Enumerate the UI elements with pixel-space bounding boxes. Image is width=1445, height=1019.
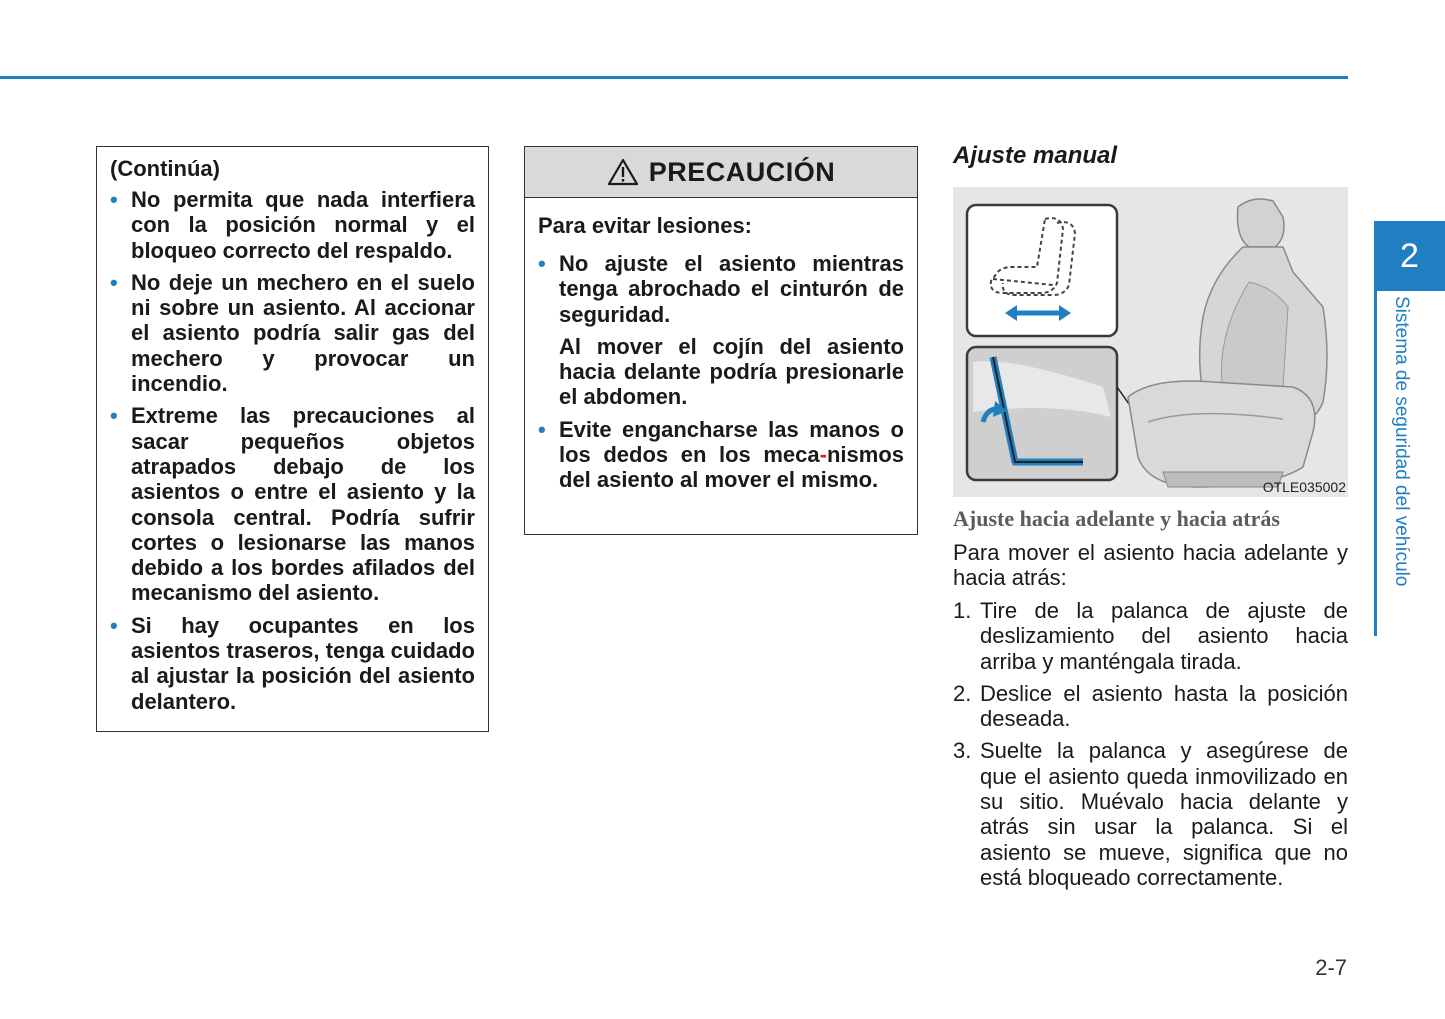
list-item: 1. Tire de la palanca de ajuste de deslizamiento del asiento hacia arriba y manténgala tirada. [953,598,1348,674]
bullet-icon: • [110,403,118,429]
list-item: • Extreme las precauciones al sacar pequeños objetos atrapados debajo de los asientos o entre el asiento y la consola central. Podría sufrir cortes o lesionarse las manos debido a los bordes afilados del mecanismo del asiento. [110,403,475,606]
warning-list [110,187,475,721]
caution-box [524,146,918,535]
seat-illustration [953,187,1348,497]
intro-paragraph: Para mover el asiento hacia adelante y hacia atrás: [953,540,1348,590]
caution-lead: Para evitar lesiones: [538,213,753,238]
section-heading: Ajuste manual [953,142,1118,169]
header-rule [0,76,1348,79]
caution-title: PRECAUCIÓN [648,156,836,187]
subheading: Ajuste hacia adelante y hacia atrás [953,506,1280,531]
page-number: 2-7 [1315,955,1347,980]
list-item: 2. Deslice el asiento hasta la posición deseada. [953,680,1348,732]
warning-triangle-icon [607,158,639,186]
list-item: • Si hay ocupantes en los asientos traseros, tenga cuidado al ajustar la posición del asiento delantero. [110,612,475,714]
caution-list [538,251,904,500]
chapter-title: Sistema de seguridad del vehículo [1391,296,1412,587]
bullet-icon: • [538,251,546,276]
figure-code: OTLE035002 [1262,479,1346,495]
list-item: • No deje un mechero en el suelo ni sobre un asiento. Al accionar el asiento podría salir gas del mechero y provocar un incendio. [110,269,475,397]
seat-figure [953,187,1348,497]
bullet-icon: • [110,612,118,638]
list-item: • Evite engancharse las manos o los dedos en los meca-nismos del asiento al mover el mismo. [538,416,904,493]
list-item: • No ajuste el asiento mientras tenga abrochado el cinturón de seguridad. Al mover el cojín del asiento hacia delante podría presionarle el abdomen. [538,251,904,410]
bullet-icon: • [110,187,118,212]
steps-list [953,598,1348,897]
line-break-hyphen: - [819,442,827,468]
continued-warning-box [96,146,489,732]
chapter-tab: 2 [1374,221,1445,291]
continued-label: (Continúa) [110,156,220,181]
chapter-tab-rule [1374,291,1377,636]
list-item-subtext: Al mover el cojín del asiento hacia delante podría presionarle el abdomen. [559,333,904,410]
bullet-icon: • [538,416,546,442]
list-item: 3. Suelte la palanca y asegúrese de que el asiento queda inmovilizado en su sitio. Muévalo hacia delante y atrás sin usar la palanca. Si el asiento se mueve, significa que no está bloqueado correctamente. [953,738,1348,890]
caution-header [525,147,917,198]
list-item: • No permita que nada interfiera con la posición normal y el bloqueo correcto del respaldo. [110,187,475,263]
bullet-icon: • [110,269,118,295]
